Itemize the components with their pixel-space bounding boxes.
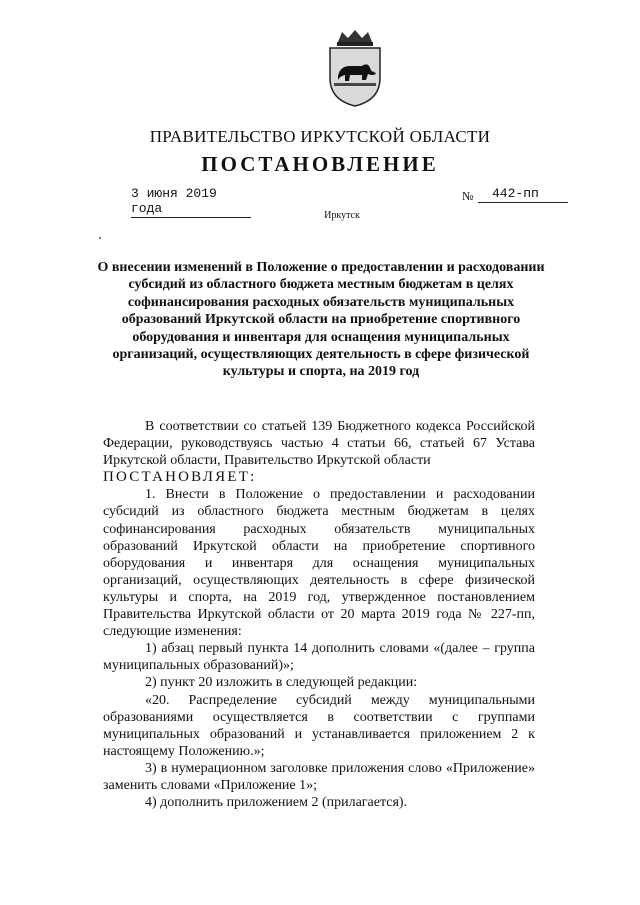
margin-mark xyxy=(99,237,101,239)
preamble-paragraph: В соответствии со статьей 139 Бюджетного кодекса Российской Федерации, руководствуясь частью 4 статьи 66, статьей 67 Устава Иркутской области, Правительство Иркутской области xyxy=(103,419,535,469)
subitem-2-quote: «20. Распределение субсидий между муниципальными образованиями осуществляется в соответствии с группами муниципальных образований и устанавливается приложением 2 к настоящему Положению.»; xyxy=(103,692,535,759)
number-sign: № xyxy=(462,189,474,203)
item-1-paragraph: 1. Внести в Положение о предоставлении и расходовании субсидий из областного бюджета местным бюджетам в целях софинансирования расходных обязательств муниципальных образований Иркутской области на приобретение спортивного оборудования и инвентаря для оснащения муниципальных организаций, осуществляющих деятельность в сфере физической культуры и спорта, на 2019 год, утвержденное постановлением Правительства Иркутской области от 20 марта 2019 года № 227-пп, следующие изменения: xyxy=(103,487,535,640)
irkutsk-coat-of-arms-icon xyxy=(322,28,388,108)
document-kind-title: ПОСТАНОВЛЕНИЕ xyxy=(201,152,439,176)
subitem-3-paragraph: 3) в нумерационном заголовке приложения слово «Приложение» заменить словами «Приложение 1»; xyxy=(103,760,535,793)
document-date: 3 июня 2019 года xyxy=(131,186,251,218)
subitem-2-paragraph: 2) пункт 20 изложить в следующей редакции: xyxy=(145,675,418,691)
subitem-4-paragraph: 4) дополнить приложением 2 (прилагается). xyxy=(145,795,408,811)
document-body xyxy=(103,418,535,811)
subitem-1-paragraph: 1) абзац первый пункта 14 дополнить словами «(далее – группа муниципальных образований)»; xyxy=(103,641,535,674)
government-title: ПРАВИТЕЛЬСТВО ИРКУТСКОЙ ОБЛАСТИ xyxy=(149,127,491,146)
city-name: Иркутск xyxy=(324,210,360,221)
resolves-heading: ПОСТАНОВЛЯЕТ: xyxy=(103,469,257,486)
document-number: 442-пп xyxy=(478,186,568,203)
document-subject: О внесении изменений в Положение о предоставлении и расходовании субсидий из областного бюджета местным бюджетам в целях софинансирования расходных обязательств муниципальных образований Иркутской области на приобретение спортивного оборудования и инвентаря для оснащения муниципальных организаций, осуществляющих деятельность в сфере физической культуры и спорта, на 2019 год xyxy=(97,260,545,380)
